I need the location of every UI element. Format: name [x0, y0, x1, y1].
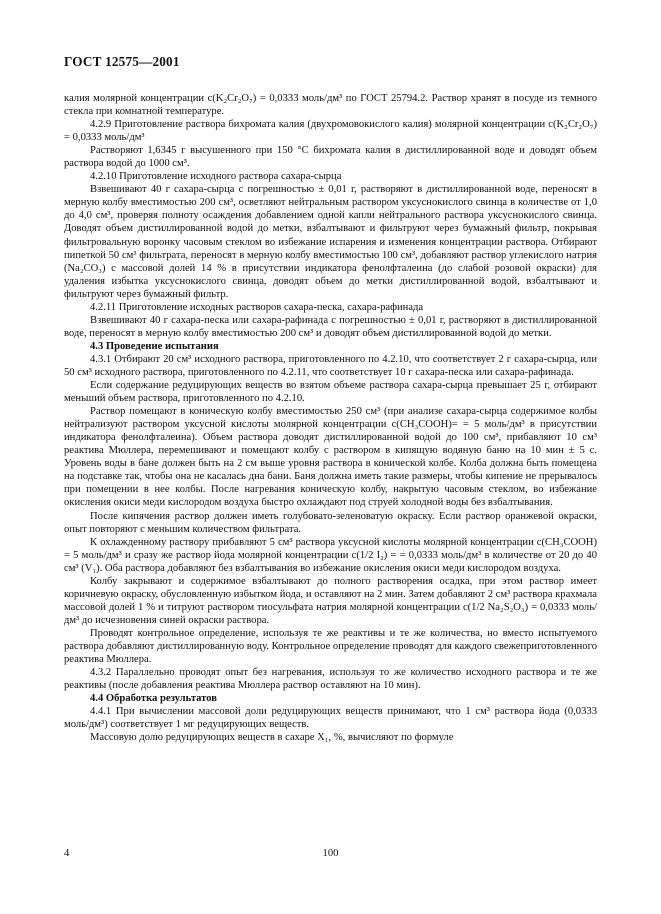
- page-number: 4: [64, 848, 70, 859]
- document-code-header: ГОСТ 12575—2001: [64, 54, 180, 69]
- paragraph: 4.3.1 Отбирают 20 см³ исходного раствора, приготовленного по 4.2.10, что соответствует 2 г сахара-сырца, или 50 см³ исходного раствора, приготовленного по 4.2.11, что соответствует 10 г сахара-песка или сахара-рафинада.: [64, 353, 597, 378]
- paragraph: После кипячения раствор должен иметь голубовато-зеленоватую окраску. Если раствор оранжевой окраски, опыт повторяют с меньшим количеством фильтрата.: [64, 510, 597, 535]
- paragraph: Колбу закрывают и содержимое взбалтывают до полного растворения осадка, при этом раствор имеет коричневую окраску, обусловленную избытком йода, и оставляют на 2 мин. Затем добавляют 2 см³ раствора крахмала массовой долей 1 % и титруют раствором тиосульфата натрия молярной концентрации c(1/2 Na₂S₂O₃) = 0,0333 моль/дм³ до исчезновения синей окраски раствора.: [64, 575, 597, 626]
- paragraph: 4.2.9 Приготовление раствора бихромата калия (двухромовокислого калия) молярной концентрации c(K₂Cr₂O₇) = 0,0333 моль/дм³: [64, 119, 597, 144]
- paragraph: 4.3.2 Параллельно проводят опыт без нагревания, используя то же количество исходного раствора и те же реактивы (после добавления реактива Мюллера раствор оставляют на 10 мин).: [64, 667, 597, 692]
- paragraph: Взвешивают 40 г сахара-песка или сахара-рафинада с погрешностью ± 0,01 г, растворяют в дистиллированной воде, переносят в мерную колбу вместимостью 200 см³ и доводят объем дистиллированной водой до метки.: [64, 314, 597, 339]
- paragraph: Массовую долю редуцирующих веществ в сахаре X₁, %, вычисляют по формуле: [90, 732, 454, 744]
- paragraph: калия молярной концентрации c(K₂Cr₂O₇) = 0,0333 моль/дм³ по ГОСТ 25794.2. Раствор хранят в посуде из темного стекла при комнатной температуре.: [64, 93, 597, 118]
- document-body: [64, 92, 597, 744]
- paragraph: Раствор помещают в коническую колбу вместимостью 250 см³ (при анализе сахара-сырца содержимое колбы нейтрализуют раствором уксусной кислоты молярной концентрации c(CH₃COOH)= = 5 моль/дм³ в присутствии индикатора фенолфталеина). Объем раствора доводят дистиллированной водой до 100 см³, прибавляют 10 см³ реактива Мюллера, перемешивают и помещают колбу с раствором в кипящую водяную баню на 10 мин ± 5 с. Уровень воды в бане должен быть на 2 см выше уровня раствора в конической колбе. Колба должна быть помещена на подставке так, чтобы она не касалась дна бани. Баня должна иметь такие размеры, чтобы кипение не прерывалось при помещении в нее колбы. После нагревания коническую колбу, накрытую часовым стеклом, во избежание окисления окиси меди кислородом воздуха быстро охлаждают под струей холодной воды без взбалтывания.: [64, 406, 597, 509]
- paragraph: Проводят контрольное определение, используя те же реактивы и те же количества, но вместо испытуемого раствора добавляют дистиллированную воду. Контрольное определение проводят для каждого свежеприготовленного реактива Мюллера.: [64, 627, 597, 666]
- sheet-number: 100: [322, 848, 339, 859]
- paragraph: Растворяют 1,6345 г высушенного при 150 °С бихромата калия в дистиллированной воде и доводят объем раствора водой до 1000 см³.: [64, 145, 597, 170]
- paragraph: 4.2.11 Приготовление исходных растворов сахара-песка, сахара-рафинада: [90, 301, 424, 313]
- section-heading: 4.3 Проведение испытания: [90, 340, 219, 352]
- paragraph: 4.4.1 При вычислении массовой доли редуцирующих веществ принимают, что 1 см³ раствора йода (0,0333 моль/дм³) соответствует 1 мг редуцирующих веществ.: [64, 706, 597, 731]
- section-heading: 4.4 Обработка результатов: [90, 693, 217, 705]
- paragraph: 4.2.10 Приготовление исходного раствора сахара-сырца: [90, 171, 342, 183]
- paragraph: Взвешивают 40 г сахара-сырца с погрешностью ± 0,01 г, растворяют в дистиллированной воде, переносят в мерную колбу вместимостью 200 см³, осветляют нейтральным раствором уксуснокислого свинца в количестве от 1,0 до 4,0 см³, проверяя полноту осаждения добавлением одной капли нейтрального раствора уксуснокислого свинца. Доводят объем дистиллированной водой до метки, взбалтывают и фильтруют через бумажный фильтр, покрывая фильтровальную воронку часовым стеклом во избежание испарения и изменения концентрации раствора. Отбирают пипеткой 50 см³ фильтрата, переносят в мерную колбу вместимостью 100 см³, добавляют раствор углекислого натрия (Na₂CO₃) с массовой долей 14 % в присутствии индикатора фенолфталеина (до слабой розовой окраски) для удаления избытка уксуснокислого свинца, доводят объем до метки дистиллированной водой, взбалтывают и фильтруют через бумажный фильтр.: [64, 184, 597, 300]
- paragraph: Если содержание редуцирующих веществ во взятом объеме раствора сахара-сырца превышает 25 г, отбирают меньший объем раствора, приготовленного по 4.2.10.: [64, 380, 597, 405]
- paragraph: К охлажденному раствору прибавляют 5 см³ раствора уксусной кислоты молярной концентрации c(CH₃COOH) = 5 моль/дм³ и сразу же раствор йода молярной концентрации c(1/2 I₂) = = 0,0333 моль/дм³ в количестве от 20 до 40 см³ (V₁). Оба раствора добавляют без взбалтывания во избежание окисления окиси меди кислородом воздуха.: [64, 536, 597, 574]
